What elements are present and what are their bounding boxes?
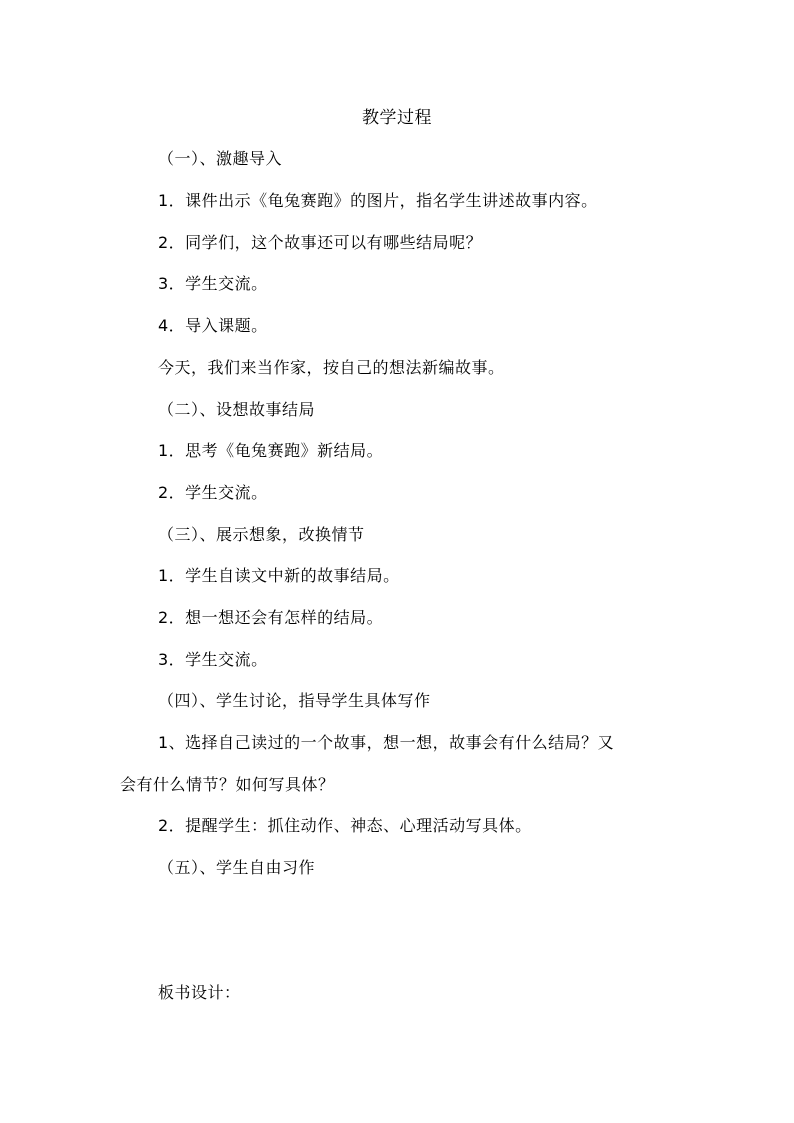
paragraph-line: 3．学生交流。	[158, 650, 268, 669]
paragraph-line: 1．学生自读文中新的故事结局。	[158, 566, 400, 585]
paragraph-line: 会有什么情节？如何写具体？	[120, 775, 335, 794]
paragraph-line: 3．学生交流。	[158, 274, 268, 293]
board-design-heading: 板书设计：	[158, 983, 241, 1002]
paragraph-line: 2．同学们，这个故事还可以有哪些结局呢？	[158, 233, 483, 252]
paragraph-line: 2．学生交流。	[158, 483, 268, 502]
paragraph-line: 2．提醒学生：抓住动作、神态、心理活动写具体。	[158, 816, 532, 835]
section-heading-3: （三）、展示想象，改换情节	[158, 525, 365, 544]
section-heading-2: （二）、设想故事结局	[158, 400, 316, 419]
section-heading-5: （五）、学生自由习作	[158, 858, 316, 877]
paragraph-line: 今天，我们来当作家，按自己的想法新编故事。	[158, 358, 505, 377]
paragraph-line: 1．课件出示《龟兔赛跑》的图片，指名学生讲述故事内容。	[158, 191, 598, 210]
paragraph-line: 4．导入课题。	[158, 316, 268, 335]
document-title: 教学过程	[362, 108, 432, 128]
paragraph-line: 1．思考《龟兔赛跑》新结局。	[158, 441, 384, 460]
paragraph-line: 2．想一想还会有怎样的结局。	[158, 608, 384, 627]
section-heading-1: （一）、激趣导入	[158, 149, 283, 168]
paragraph-line: 1、选择自己读过的一个故事，想一想，故事会有什么结局？又	[158, 733, 615, 752]
section-heading-4: （四）、学生讨论，指导学生具体写作	[158, 691, 431, 710]
